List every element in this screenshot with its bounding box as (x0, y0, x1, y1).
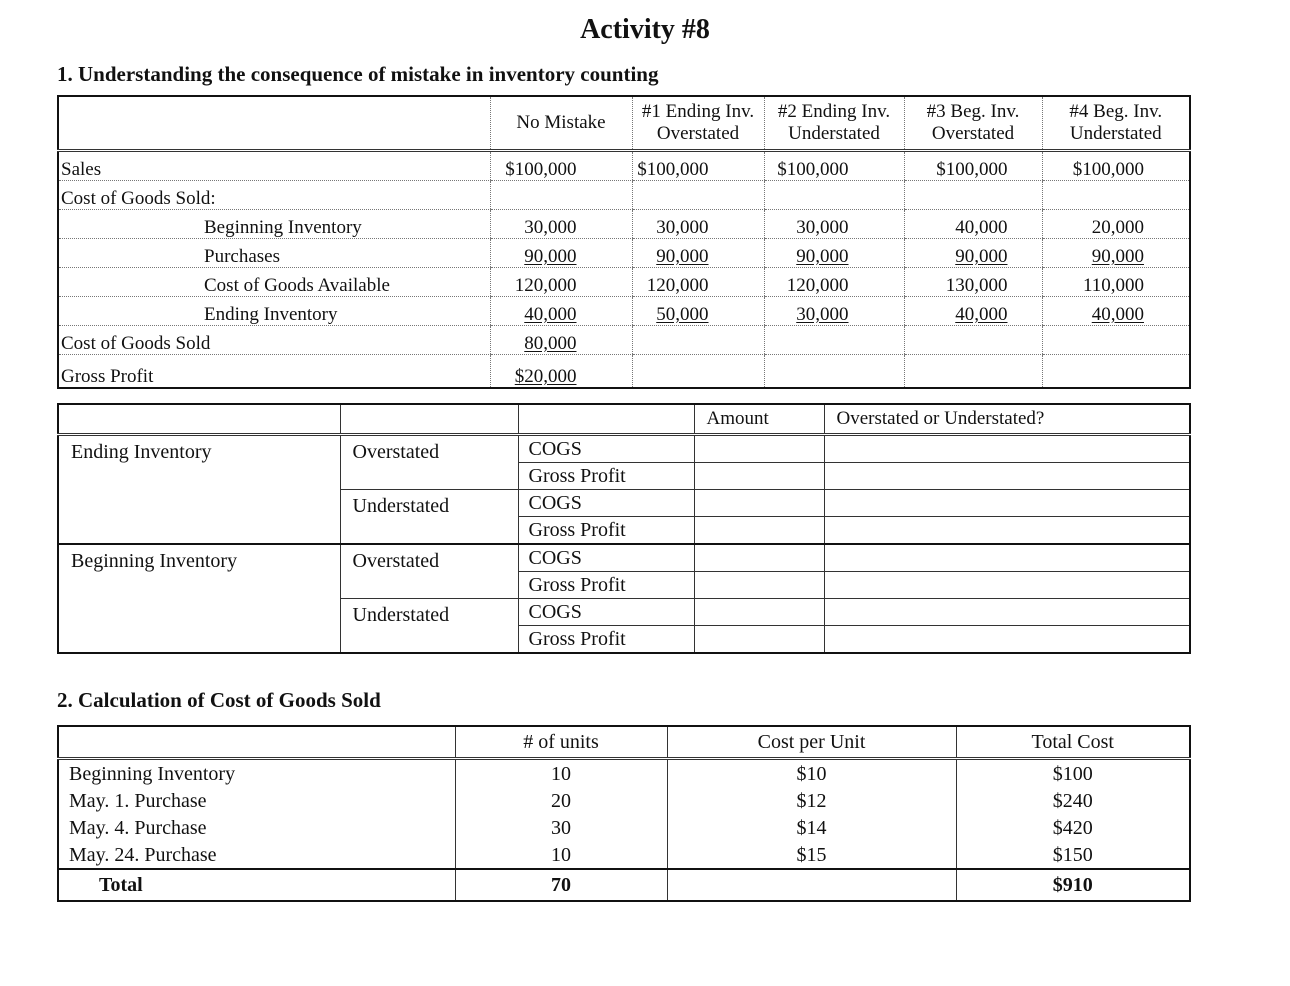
cell (764, 355, 904, 389)
row-label: May. 4. Purchase (69, 816, 207, 839)
header-over-under: Overstated or Understated? (824, 404, 1190, 435)
table-header-row (58, 726, 1190, 759)
cell: $100,000 (764, 151, 904, 181)
cell: 10 (455, 841, 667, 869)
amount-input[interactable] (694, 463, 824, 490)
cell: 30,000 (490, 210, 632, 239)
row-label: May. 24. Purchase (69, 843, 217, 866)
total-label: Total (58, 869, 455, 901)
cell: 90,000 (656, 246, 709, 267)
row-label: Cost of Goods Available (58, 268, 490, 297)
cell: 120,000 (490, 268, 632, 297)
beginning-inventory-row (58, 210, 1190, 239)
cost-available-row (58, 268, 1190, 297)
cell (904, 355, 1042, 389)
cell: $15 (667, 841, 956, 869)
section1-heading: 1. Understanding the consequence of mistake in inventory counting (57, 62, 659, 86)
cogs-row (58, 326, 1190, 355)
cell: 90,000 (524, 246, 577, 267)
total-row (58, 869, 1190, 901)
cell: $20,000 (514, 366, 577, 387)
amount-input[interactable] (694, 626, 824, 654)
cell: 20,000 (1042, 210, 1190, 239)
over-under-input[interactable] (824, 490, 1190, 517)
header-line2: Understated (788, 123, 880, 144)
cell: $100,000 (1042, 151, 1190, 181)
cell: $14 (667, 814, 956, 841)
cell: $100,000 (490, 151, 632, 181)
item-cogs: COGS (518, 599, 694, 626)
header-units: # of units (455, 726, 667, 759)
cell (764, 181, 904, 210)
cell: 90,000 (796, 246, 849, 267)
cell (1042, 355, 1190, 389)
table-header-row (58, 404, 1190, 435)
cell: 30,000 (764, 210, 904, 239)
row-label: Cost of Goods Sold (58, 326, 490, 355)
amount-input[interactable] (694, 435, 824, 463)
cogs-header-row (58, 181, 1190, 210)
header-1 (632, 96, 764, 151)
cell: $100,000 (904, 151, 1042, 181)
over-under-input[interactable] (824, 572, 1190, 599)
category-ending-inventory: Ending Inventory (58, 435, 340, 545)
amount-input[interactable] (694, 517, 824, 545)
cell (1042, 326, 1190, 355)
row-label: Purchases (58, 239, 490, 268)
total-units: 70 (455, 869, 667, 901)
cell (764, 326, 904, 355)
table-row (58, 544, 1190, 572)
cell: 120,000 (632, 268, 764, 297)
section2-heading: 2. Calculation of Cost of Goods Sold (57, 688, 381, 712)
table-row (58, 814, 1190, 841)
cell: 30 (455, 814, 667, 841)
cell: $240 (956, 787, 1190, 814)
cell: $150 (956, 841, 1190, 869)
case-overstated: Overstated (340, 435, 518, 490)
cell: $100,000 (632, 151, 764, 181)
item-cogs: COGS (518, 435, 694, 463)
cell (667, 869, 956, 901)
cell: 10 (455, 759, 667, 788)
cell (490, 181, 632, 210)
cell: 120,000 (764, 268, 904, 297)
cogs-calculation-table (57, 725, 1191, 902)
over-under-input[interactable] (824, 517, 1190, 545)
row-label: Gross Profit (61, 366, 154, 387)
item-gross-profit: Gross Profit (518, 626, 694, 654)
header-cost-per-unit: Cost per Unit (667, 726, 956, 759)
cell (904, 326, 1042, 355)
cell: $100 (956, 759, 1190, 788)
row-label: Cost of Goods Sold: (58, 181, 490, 210)
header-total-cost: Total Cost (956, 726, 1190, 759)
table-row (58, 787, 1190, 814)
cell: 40,000 (904, 210, 1042, 239)
item-gross-profit: Gross Profit (518, 572, 694, 599)
row-label: Ending Inventory (58, 297, 490, 326)
over-under-input[interactable] (824, 435, 1190, 463)
empty-header-cell (58, 96, 490, 151)
header-3 (904, 96, 1042, 151)
cell (58, 726, 455, 759)
error-analysis-table (57, 403, 1191, 654)
cell (632, 355, 764, 389)
cell: 20 (455, 787, 667, 814)
cell: $10 (667, 759, 956, 788)
cell (632, 326, 764, 355)
item-cogs: COGS (518, 544, 694, 572)
row-label: May. 1. Purchase (69, 789, 207, 812)
cell (58, 404, 340, 435)
header-2 (764, 96, 904, 151)
table-row (58, 759, 1190, 788)
header-line1: #2 Ending Inv. (777, 101, 891, 122)
case-overstated: Overstated (340, 544, 518, 599)
case-understated: Understated (340, 490, 518, 545)
header-line2: No Mistake (516, 112, 606, 133)
over-under-input[interactable] (824, 463, 1190, 490)
header-line1: #3 Beg. Inv. (926, 101, 1020, 122)
cell: 80,000 (524, 333, 577, 354)
cell (340, 404, 518, 435)
cell: 50,000 (656, 304, 709, 325)
category-beginning-inventory: Beginning Inventory (58, 544, 340, 653)
cell: 30,000 (632, 210, 764, 239)
cell: $420 (956, 814, 1190, 841)
over-under-input[interactable] (824, 599, 1190, 626)
cell: 30,000 (796, 304, 849, 325)
table-header-row (58, 96, 1190, 151)
amount-input[interactable] (694, 544, 824, 572)
cell: 40,000 (1091, 304, 1144, 325)
gross-profit-row (58, 355, 1190, 389)
total-cost: $910 (956, 869, 1190, 901)
cell (518, 404, 694, 435)
header-amount: Amount (694, 404, 824, 435)
item-gross-profit: Gross Profit (518, 463, 694, 490)
inventory-error-table (57, 95, 1191, 389)
cell: 40,000 (955, 304, 1008, 325)
item-cogs: COGS (518, 490, 694, 517)
header-line1: #4 Beg. Inv. (1069, 101, 1163, 122)
header-line2: Understated (1069, 123, 1162, 144)
cell: 130,000 (904, 268, 1042, 297)
table-row (58, 435, 1190, 463)
header-4 (1042, 96, 1190, 151)
row-label: Beginning Inventory (69, 762, 236, 785)
cell: 90,000 (1091, 246, 1144, 267)
over-under-input[interactable] (824, 626, 1190, 654)
over-under-input[interactable] (824, 544, 1190, 572)
cell (632, 181, 764, 210)
ending-inventory-row (58, 297, 1190, 326)
purchases-row (58, 239, 1190, 268)
item-gross-profit: Gross Profit (518, 517, 694, 545)
cell: 110,000 (1042, 268, 1190, 297)
cell: 90,000 (955, 246, 1008, 267)
cell: 40,000 (524, 304, 577, 325)
cell (1042, 181, 1190, 210)
cell (904, 181, 1042, 210)
page-title: Activity #8 (580, 14, 710, 45)
header-line2: Overstated (656, 123, 740, 144)
amount-input[interactable] (694, 599, 824, 626)
cell: $12 (667, 787, 956, 814)
amount-input[interactable] (694, 490, 824, 517)
amount-input[interactable] (694, 572, 824, 599)
case-understated: Understated (340, 599, 518, 654)
row-label: Beginning Inventory (58, 210, 490, 239)
table-row (58, 841, 1190, 869)
row-label: Sales (58, 151, 490, 181)
header-line1: #1 Ending Inv. (641, 101, 755, 122)
header-no-mistake (490, 96, 632, 151)
sales-row (58, 151, 1190, 181)
header-line2: Overstated (931, 123, 1015, 144)
